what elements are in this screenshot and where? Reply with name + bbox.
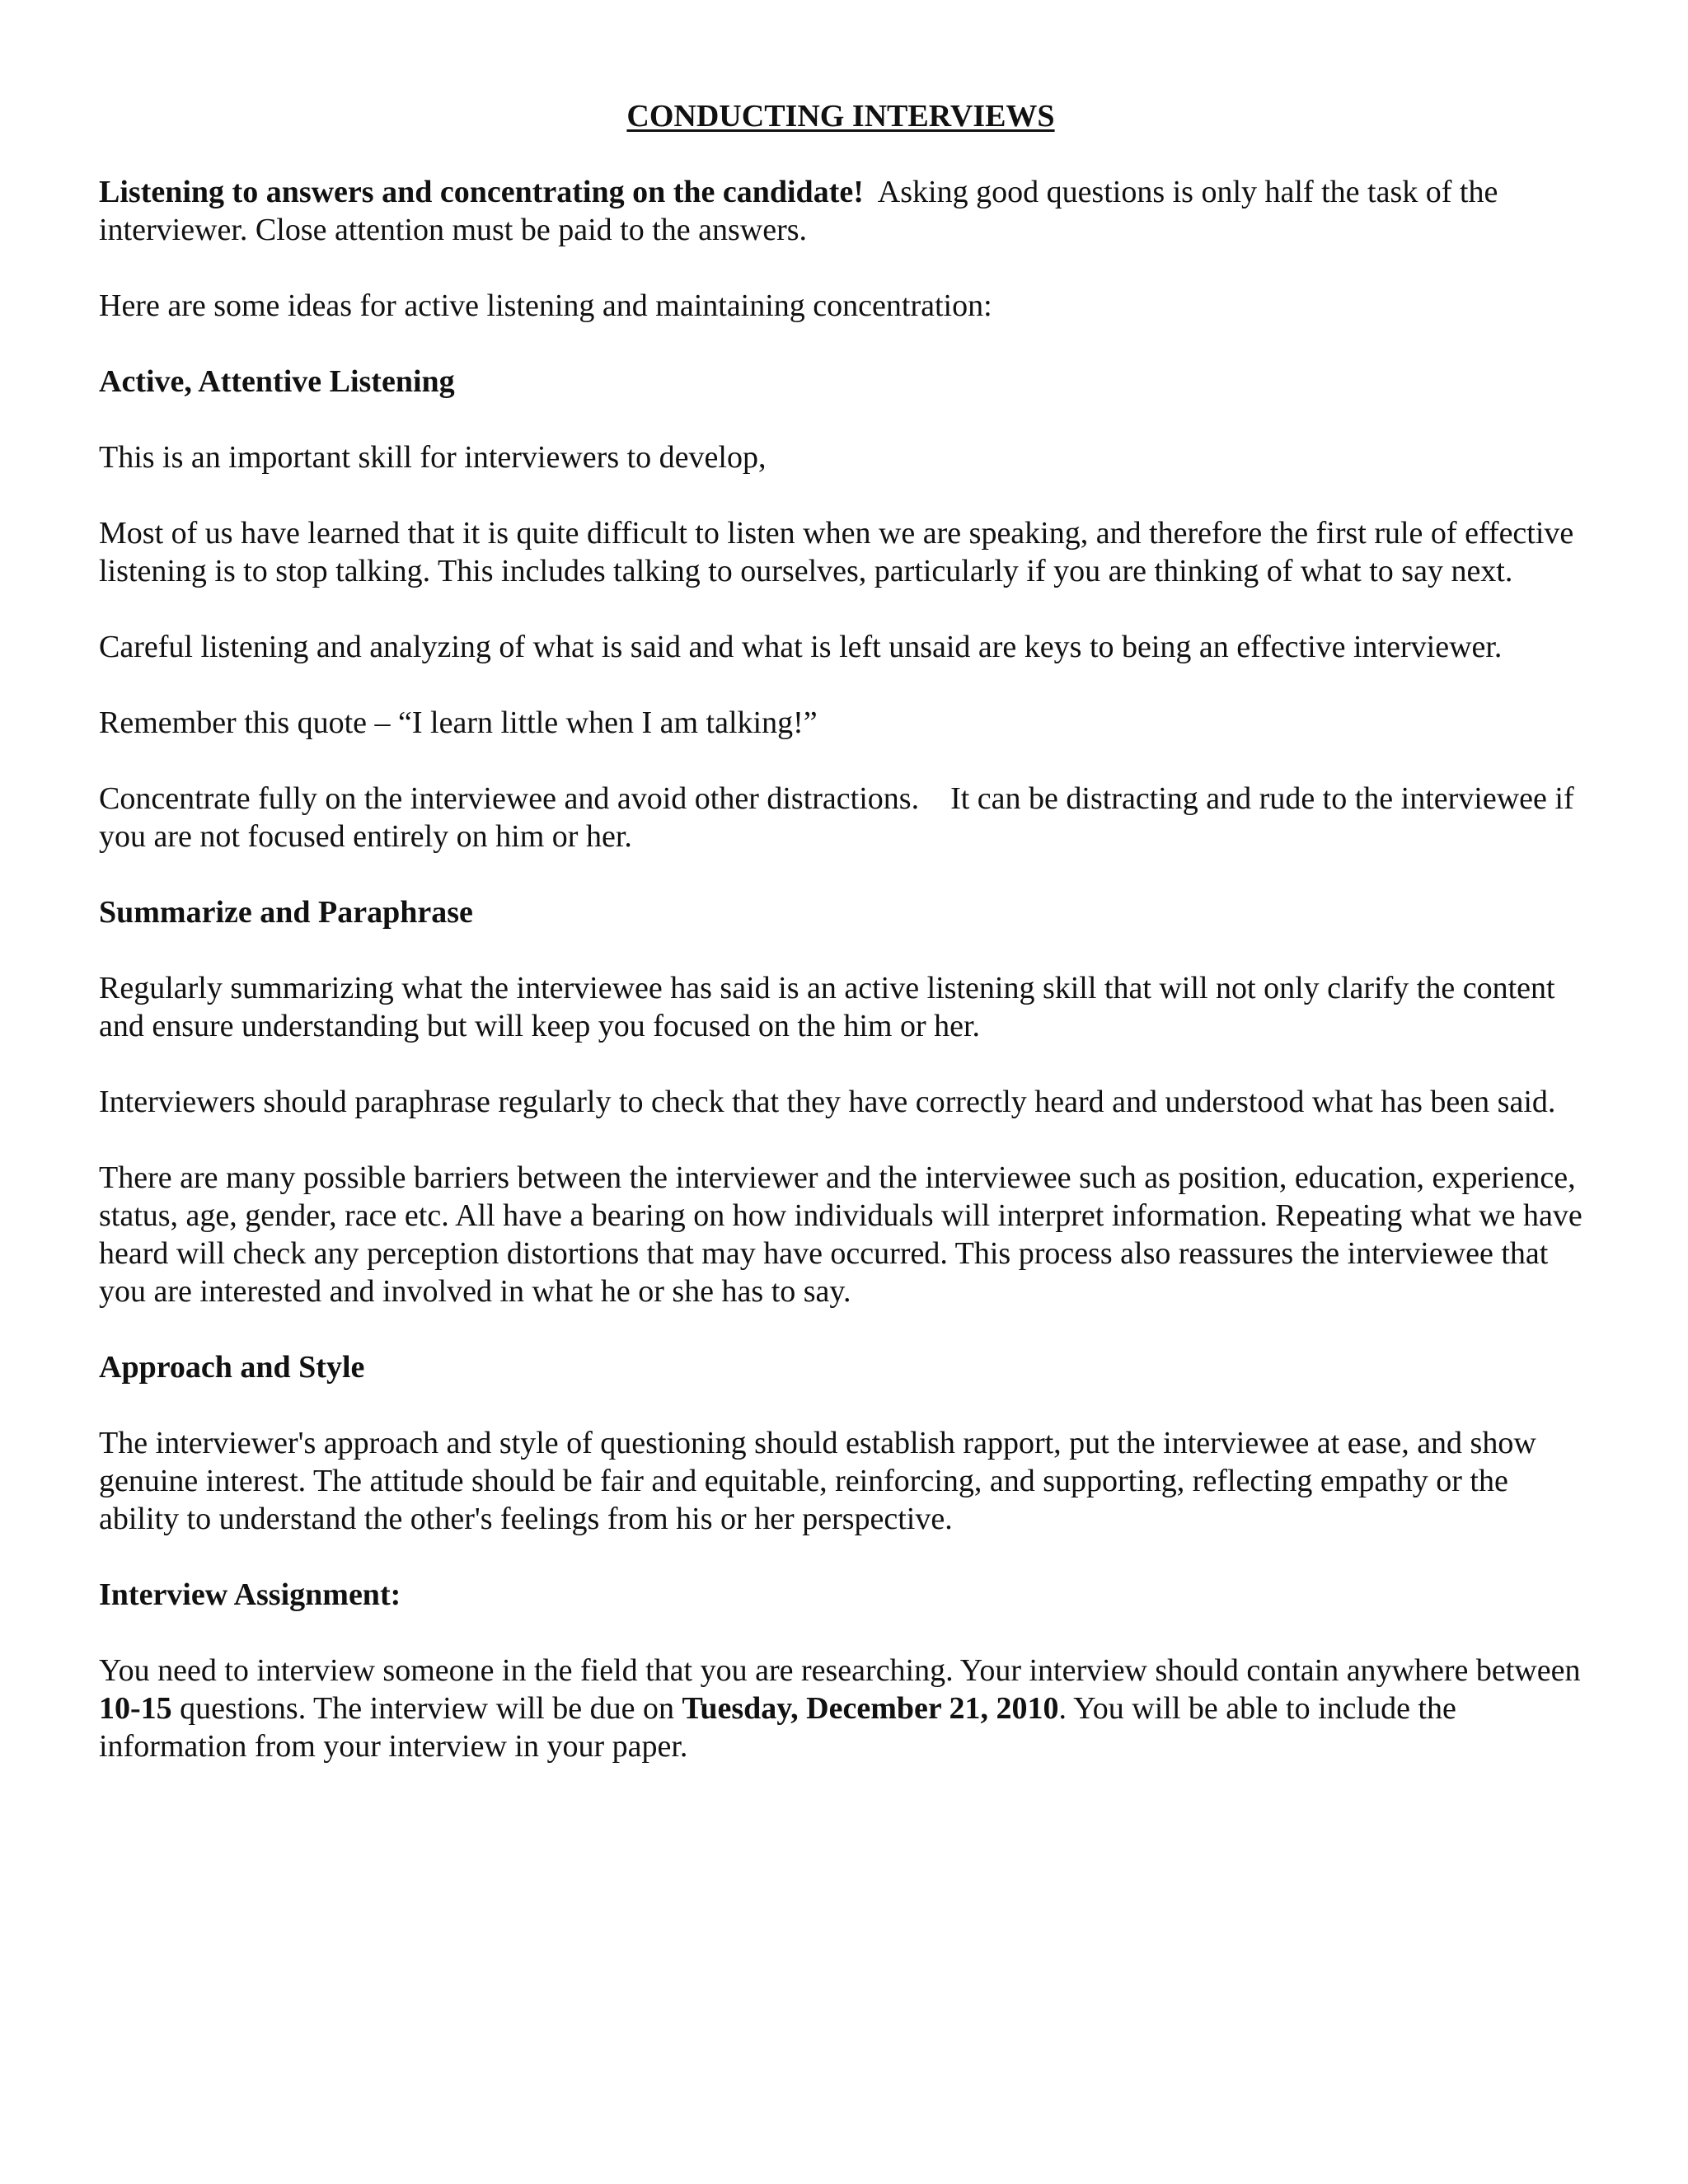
- summarize-paragraph-2: Interviewers should paraphrase regularly to check that they have correctly heard and understood what has been said.: [99, 1085, 1556, 1119]
- heading-summarize: Summarize and Paraphrase: [99, 895, 473, 930]
- heading-approach: Approach and Style: [99, 1350, 365, 1385]
- intro-text: Asking good questions is only half the task of the interviewer. Close attention must be paid to the answers.: [99, 175, 1498, 247]
- active-paragraph-5a: Concentrate fully on the interviewee and avoid other distractions.: [99, 781, 920, 816]
- assignment-part-2: questions. The interview will be due on: [180, 1691, 674, 1726]
- active-paragraph-3: Careful listening and analyzing of what is said and what is left unsaid are keys to being an effective interviewer.: [99, 630, 1503, 664]
- questions-range: 10-15: [99, 1691, 172, 1726]
- approach-paragraph-1: The interviewer's approach and style of questioning should establish rapport, put the interviewee at ease, and show genuine interest. The attitude should be fair and equitable, reinforcing, and supporting, reflecting empathy or the ability to understand the other's feelings from his or her perspective.: [99, 1426, 1536, 1536]
- assignment-part-3: . You will be able to include the information from your interview in your paper.: [99, 1691, 1456, 1764]
- active-paragraph-5: [99, 780, 1582, 855]
- summarize-paragraph-1: Regularly summarizing what the interviewee has said is an active listening skill that will not only clarify the content and ensure understanding but will keep you focused on the him or her.: [99, 971, 1555, 1043]
- document-page: [99, 97, 1582, 1803]
- heading-active-listening: Active, Attentive Listening: [99, 364, 455, 399]
- due-date: Tuesday, December 21, 2010: [682, 1691, 1059, 1726]
- intro-paragraph: [99, 173, 1582, 249]
- assignment-part-1: You need to interview someone in the field that you are researching. Your interview should contain anywhere between: [99, 1653, 1581, 1688]
- active-quote: Remember this quote – “I learn little when I am talking!”: [99, 705, 818, 740]
- page-title: CONDUCTING INTERVIEWS: [626, 99, 1055, 134]
- active-paragraph-1: This is an important skill for interviewers to develop,: [99, 440, 767, 475]
- assignment-paragraph: [99, 1652, 1582, 1765]
- heading-assignment: Interview Assignment:: [99, 1577, 401, 1612]
- intro-lead: Listening to answers and concentrating on the candidate!: [99, 175, 864, 209]
- active-paragraph-5b: It can be distracting and rude to the interviewee if you are not focused entirely on him or her.: [99, 781, 1574, 854]
- active-paragraph-2: Most of us have learned that it is quite difficult to listen when we are speaking, and therefore the first rule of effective listening is to stop talking. This includes talking to ourselves, particularly if you are thinking of what to say next.: [99, 516, 1574, 588]
- summarize-paragraph-3: There are many possible barriers between the interviewer and the interviewee such as position, education, experience, status, age, gender, race etc. All have a bearing on how individuals will interpret information. Repeating what we have heard will check any perception distortions that may have occurred. This process also reassures the interviewee that you are interested and involved in what he or she has to say.: [99, 1160, 1582, 1309]
- ideas-line: Here are some ideas for active listening and maintaining concentration:: [99, 288, 992, 323]
